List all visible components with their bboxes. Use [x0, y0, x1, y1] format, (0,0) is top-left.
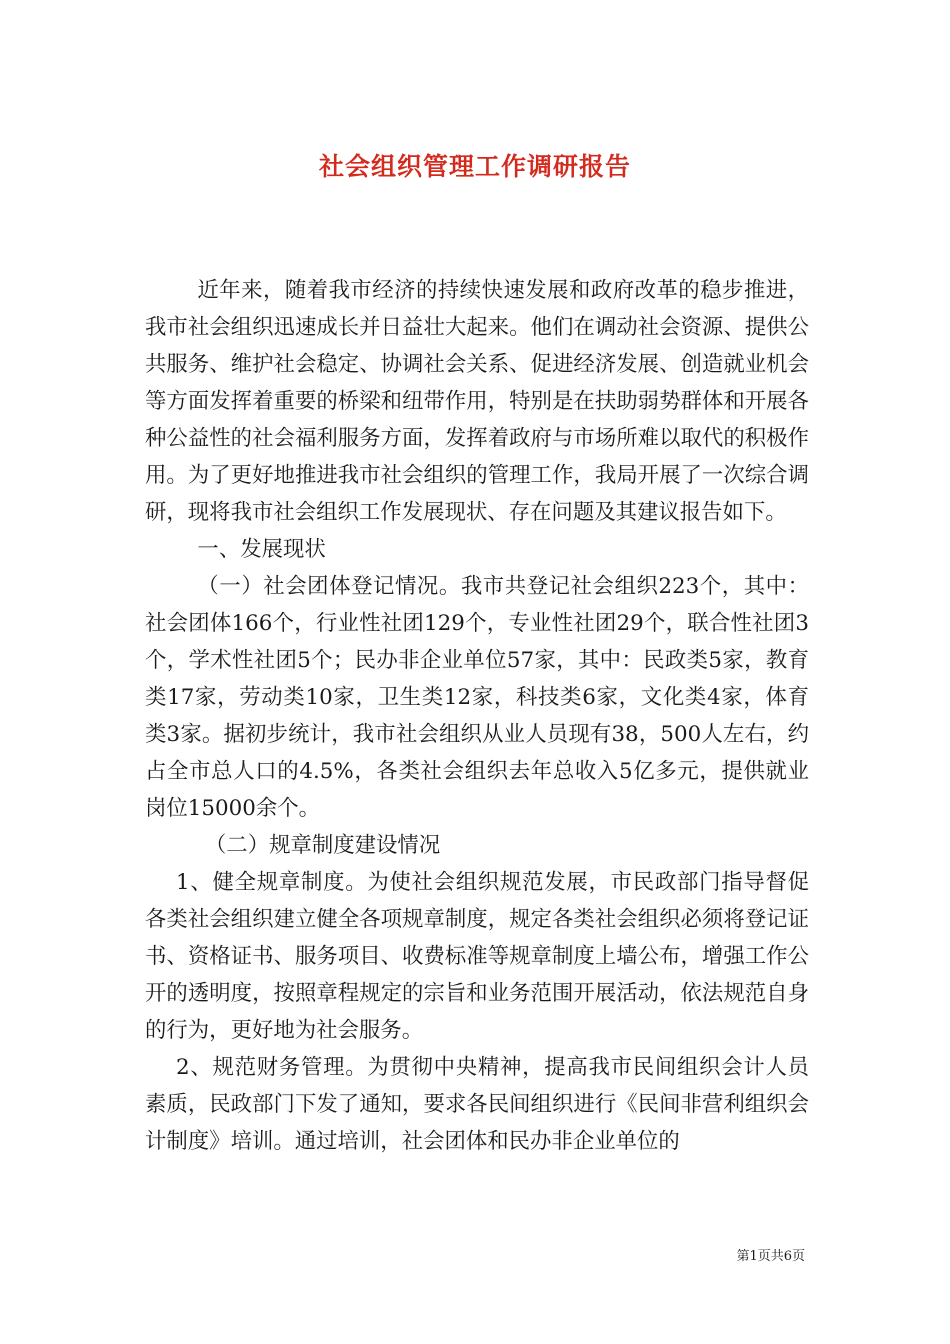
- document-title: 社会组织管理工作调研报告: [318, 151, 631, 181]
- document-body: [145, 272, 809, 1160]
- paragraph-registration: （一）社会团体登记情况。我市共登记社会组织223个，其中：社会团体166个，行业性社团129个，专业性社团29个，联合性社团3个，学术性社团5个；民办非企业单位57家，其中：民政类5家，教育类17家，劳动类10家，卫生类12家，科技类6家，文化类4家，体育类3家。据初步统计，我市社会组织从业人员现有38，500人左右，约占全市总人口的4.5%，各类社会组织去年总收入5亿多元，提供就业岗位15000余个。: [145, 574, 809, 821]
- paragraph-finance: 2、规范财务管理。为贯彻中央精神，提高我市民间组织会计人员素质，民政部门下发了通知，要求各民间组织进行《民间非营利组织会计制度》培训。通过培训，社会团体和民办非企业单位的: [145, 1055, 809, 1154]
- page-number: 第1页共6页: [736, 1249, 805, 1264]
- intro-paragraph: 近年来，随着我市经济的持续快速发展和政府改革的稳步推进，我市社会组织迅速成长并日益壮大起来。他们在调动社会资源、提供公共服务、维护社会稳定、协调社会关系、促进经济发展、创造就业机会等方面发挥着重要的桥梁和纽带作用，特别是在扶助弱势群体和开展各种公益性的社会福利服务方面，发挥着政府与市场所难以取代的积极作用。为了更好地推进我市社会组织的管理工作，我局开展了一次综合调研，现将我市社会组织工作发展现状、存在问题及其建议报告如下。: [145, 278, 809, 525]
- subsection-heading-rules: （二）规章制度建设情况: [204, 833, 441, 858]
- section-heading-status: 一、发展现状: [197, 537, 326, 562]
- paragraph-rules: 1、健全规章制度。为使社会组织规范发展，市民政部门指导督促各类社会组织建立健全各项规章制度，规定各类社会组织必须将登记证书、资格证书、服务项目、收费标准等规章制度上墙公布，增强工作公开的透明度，按照章程规定的宗旨和业务范围开展活动，依法规范自身的行为，更好地为社会服务。: [145, 870, 809, 1043]
